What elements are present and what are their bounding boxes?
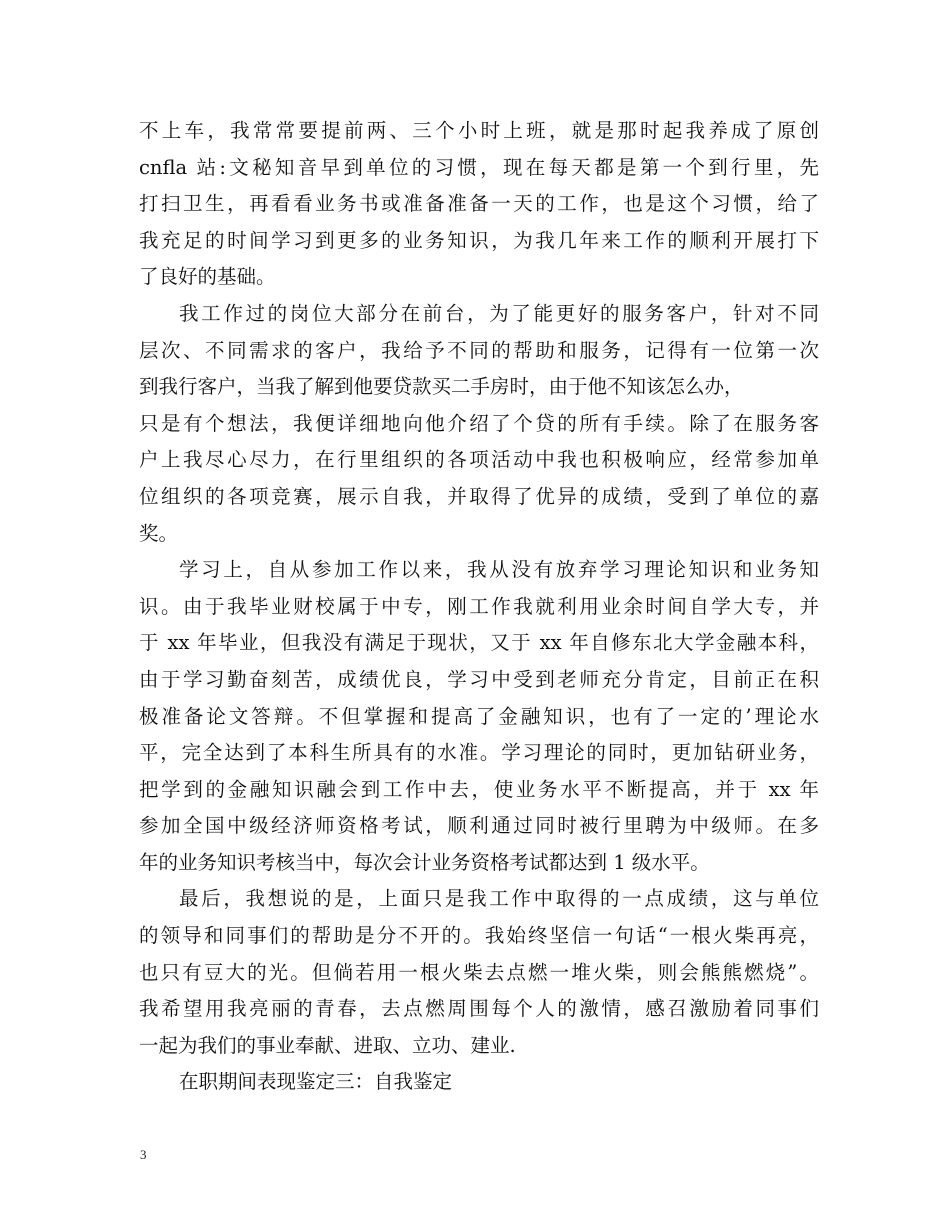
text-line: 于 xx 年毕业，但我没有满足于现状，又于 xx 年自修东北大学金融本科，	[139, 631, 819, 655]
text-line: 我希望用我亮丽的青春，去点燃周围每个人的激情，感召激励着同事们	[139, 997, 819, 1021]
text-line: 参加全国中级经济师资格考试，顺利通过同时被行里聘为中级师。在多	[139, 814, 819, 838]
text-line: 不上车，我常常要提前两、三个小时上班，就是那时起我养成了原创	[139, 119, 819, 142]
text-line: 了良好的基础。	[139, 265, 276, 289]
text-line: 打扫卫生，再看看业务书或准备准备一天的工作，也是这个习惯，给了	[139, 192, 819, 216]
text-line: 一起为我们的事业奉献、进取、立功、建业.	[139, 1033, 516, 1057]
text-line: 年的业务知识考核当中，每次会计业务资格考试都达到 1 级水平。	[139, 850, 710, 874]
text-line: 由于学习勤奋刻苦，成绩优良，学习中受到老师充分肯定，目前正在积	[139, 667, 819, 691]
paragraph-first-line: 我工作过的岗位大部分在前台，为了能更好的服务客户，针对不同	[179, 301, 819, 325]
text-line: 到我行客户，当我了解到他要贷款买二手房时，由于他不知该怎么办，	[139, 375, 744, 399]
paragraph-first-line: 学习上，自从参加工作以来，我从没有放弃学习理论知识和业务知	[179, 558, 819, 582]
text-line: 位组织的各项竞赛，展示自我，并取得了优异的成绩，受到了单位的嘉	[139, 484, 819, 508]
text-line: cnfla 站:文秘知音早到单位的习惯，现在每天都是第一个到行里，先	[139, 155, 819, 179]
text-line: 户上我尽心尽力，在行里组织的各项活动中我也积极响应，经常参加单	[139, 448, 819, 472]
paragraph-first-line: 最后，我想说的是，上面只是我工作中取得的一点成绩，这与单位	[179, 887, 819, 911]
text-line: 也只有豆大的光。但倘若用一根火柴去点燃一堆火柴，则会熊熊燃烧”。	[139, 960, 819, 984]
text-line: 的领导和同事们的帮助是分不开的。我始终坚信一句话“一根火柴再亮，	[139, 924, 819, 948]
text-line: 把学到的金融知识融会到工作中去，使业务水平不断提高，并于 xx 年	[139, 777, 819, 801]
page-number: 3	[140, 1147, 147, 1162]
text-line: 层次、不同需求的客户，我给予不同的帮助和服务，记得有一位第一次	[139, 338, 819, 362]
body-text	[139, 113, 819, 1101]
text-line: 奖。	[139, 521, 179, 545]
text-line: 识。由于我毕业财校属于中专，刚工作我就利用业余时间自学大专，并	[139, 594, 819, 618]
text-line: 极准备论文答辩。不但掌握和提高了金融知识，也有了一定的’理论水	[139, 704, 819, 728]
text-line: 平，完全达到了本科生所具有的水准。学习理论的同时，更加钻研业务，	[139, 741, 819, 765]
text-line: 我充足的时间学习到更多的业务知识，为我几年来工作的顺利开展打下	[139, 228, 819, 252]
text-line: 只是有个想法，我便详细地向他介绍了个贷的所有手续。除了在服务客	[139, 411, 819, 435]
section-heading: 在职期间表现鉴定三：自我鉴定	[179, 1070, 453, 1094]
